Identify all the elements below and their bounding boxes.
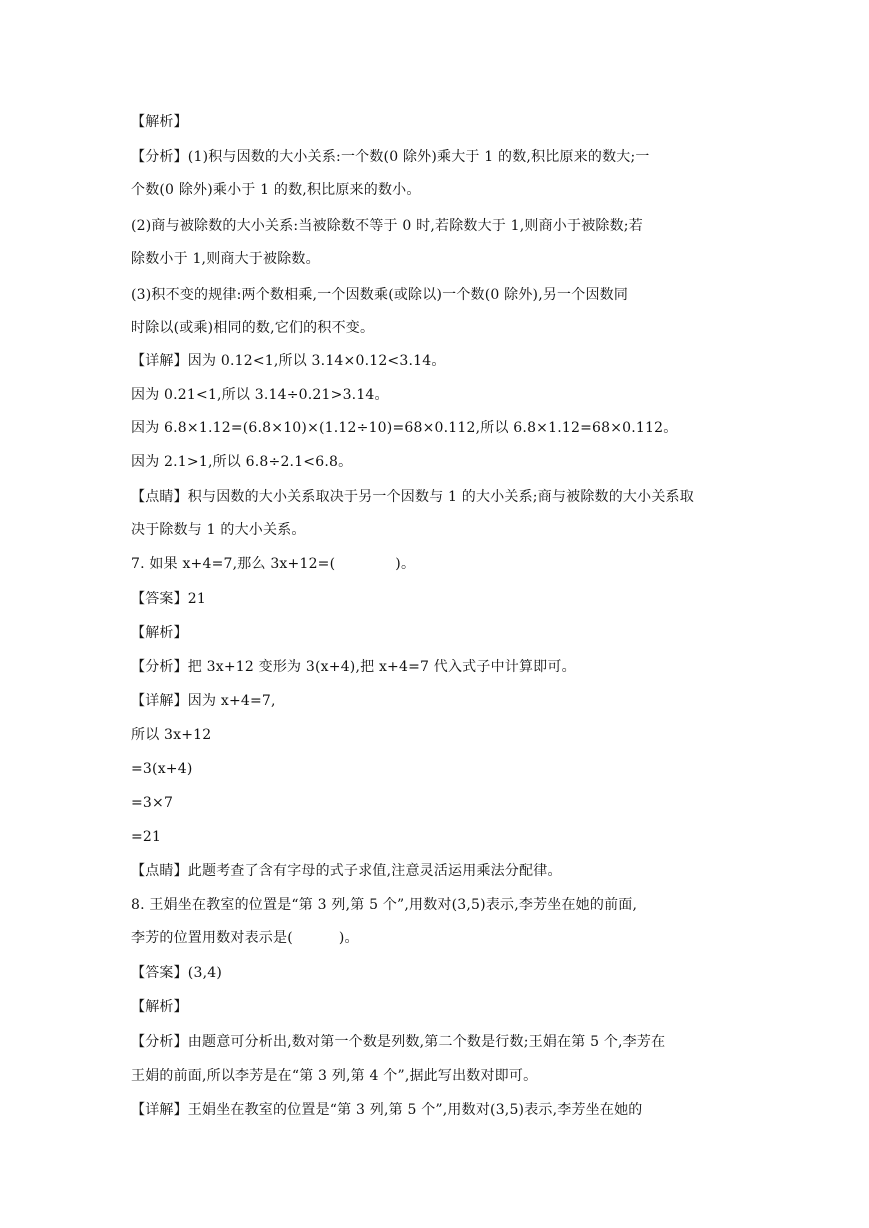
question-8-continued: [131, 928, 359, 948]
comment-paragraph: 决于除数与 1 的大小关系。: [131, 522, 306, 538]
analysis-paragraph: 【分析】把 3x+12 变形为 3(x+4),把 x+4=7 代入式子中计算即可。: [131, 659, 576, 675]
detail-paragraph: 【详解】王娟坐在教室的位置是“第 3 列,第 5 个”,用数对(3,5)表示,李芳坐在她的: [131, 1102, 643, 1118]
question-8: 8. 王娟坐在教室的位置是“第 3 列,第 5 个”,用数对(3,5)表示,李芳坐在她的前面,: [131, 897, 638, 913]
answer-line: 【答案】(3,4): [131, 965, 222, 981]
analysis-paragraph: 时除以(或乘)相同的数,它们的积不变。: [131, 320, 375, 336]
section-heading-analysis: 【解析】: [131, 114, 188, 130]
analysis-paragraph: 除数小于 1,则商大于被除数。: [131, 251, 320, 267]
answer-line: 【答案】21: [131, 591, 207, 607]
question-text: 李芳的位置用数对表示是(: [131, 930, 293, 946]
detail-paragraph: 因为 2.1>1,所以 6.8÷2.1<6.8。: [131, 454, 353, 470]
detail-paragraph: 【详解】因为 x+4=7,: [131, 693, 276, 709]
detail-paragraph: =3(x+4): [131, 761, 193, 777]
analysis-paragraph: (2)商与被除数的大小关系:当被除数不等于 0 时,若除数大于 1,则商小于被除数;若: [131, 218, 643, 234]
comment-paragraph: 【点睛】积与因数的大小关系取决于另一个因数与 1 的大小关系;商与被除数的大小关系取: [131, 489, 694, 505]
detail-paragraph: 【详解】因为 0.12<1,所以 3.14×0.12<3.14。: [131, 353, 446, 369]
detail-paragraph: 所以 3x+12: [131, 727, 212, 743]
question-text: 7. 如果 x+4=7,那么 3x+12=(: [131, 556, 336, 572]
analysis-paragraph: 个数(0 除外)乘小于 1 的数,积比原来的数小。: [131, 182, 421, 198]
analysis-paragraph: 【分析】(1)积与因数的大小关系:一个数(0 除外)乘大于 1 的数,积比原来的数大;一: [131, 149, 650, 165]
analysis-paragraph: (3)积不变的规律:两个数相乘,一个因数乘(或除以)一个数(0 除外),另一个因数同: [131, 287, 629, 303]
analysis-paragraph: 王娟的前面,所以李芳是在“第 3 列,第 4 个”,据此写出数对即可。: [131, 1068, 538, 1084]
comment-paragraph: 【点睛】此题考查了含有字母的式子求值,注意灵活运用乘法分配律。: [131, 863, 562, 879]
detail-paragraph: =21: [131, 829, 162, 845]
detail-paragraph: 因为 0.21<1,所以 3.14÷0.21>3.14。: [131, 387, 389, 403]
section-heading-analysis: 【解析】: [131, 999, 188, 1015]
detail-paragraph: 因为 6.8×1.12=(6.8×10)×(1.12÷10)=68×0.112,所以 6.8×1.12=68×0.112。: [131, 420, 678, 436]
analysis-paragraph: 【分析】由题意可分析出,数对第一个数是列数,第二个数是行数;王娟在第 5 个,李芳在: [131, 1034, 666, 1050]
question-close: )。: [338, 930, 359, 946]
question-close: )。: [395, 556, 416, 572]
detail-paragraph: =3×7: [131, 795, 174, 811]
section-heading-analysis: 【解析】: [131, 625, 188, 641]
question-7: [131, 554, 415, 574]
